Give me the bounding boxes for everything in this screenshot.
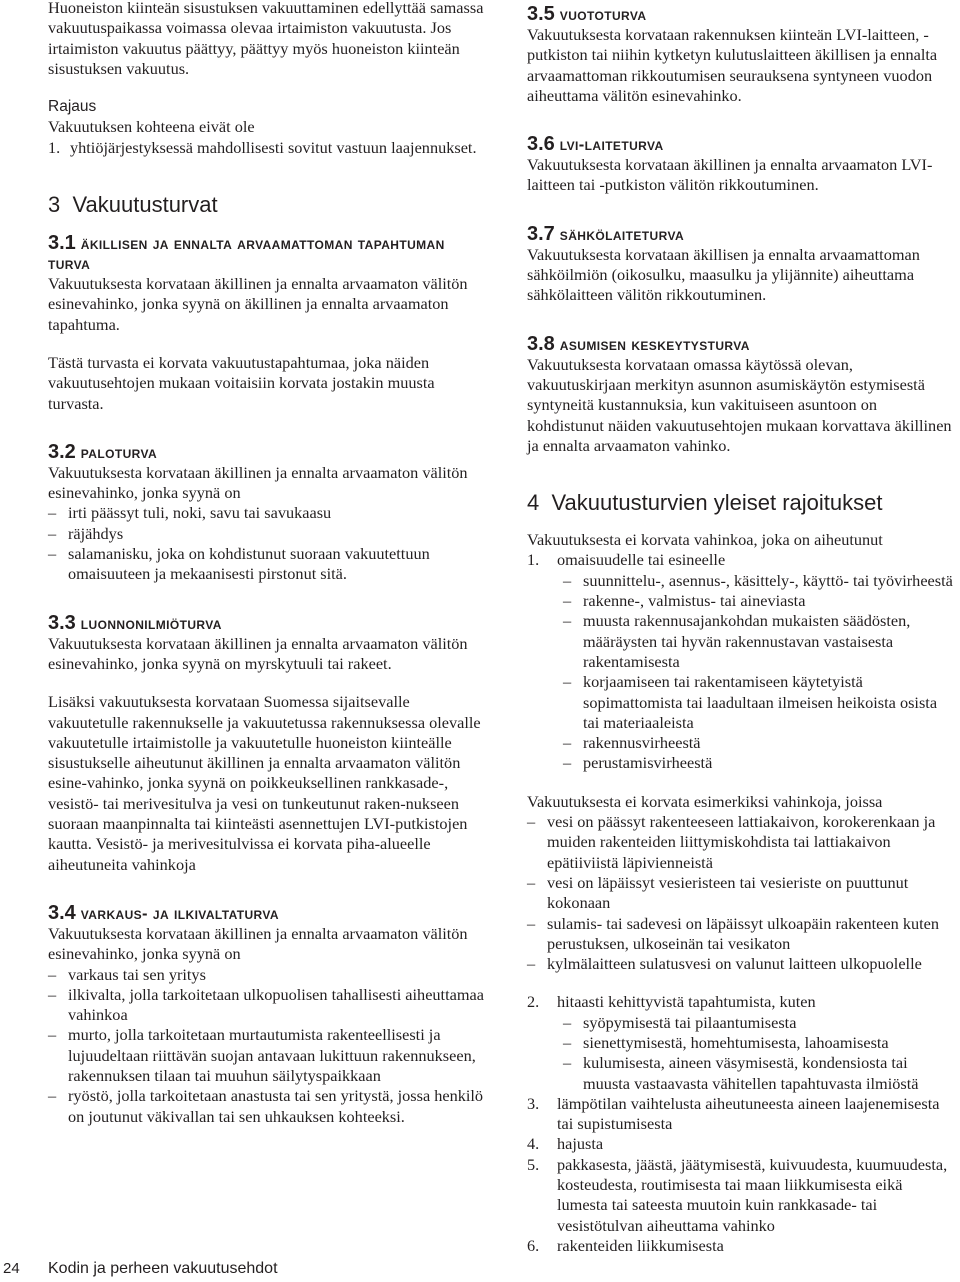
- rajaus-label: Rajaus: [48, 98, 97, 116]
- list-item: – korjaamiseen tai rakentamiseen käytetyistä sopimattomista tai laadultaan ilmeisen heikoista osista tai materiaaleista: [563, 672, 957, 733]
- section-4-intro: Vakuutuksesta ei korvata vahinkoa, joka on aiheutunut: [527, 530, 883, 550]
- list-item: – ilkivalta, jolla tarkoitetaan ulkopuolisen tahallisesti aiheuttamaa vahinkoa: [48, 985, 488, 1026]
- list-item: – vesi on läpäissyt vesieristeen tai vesieriste on puuttunut kokonaan: [527, 873, 957, 914]
- list-item: – kulumisesta, aineen väsymisestä, kondensiosta tai muusta vastaavasta vähitellen tapahtuvasta ilmiöstä: [563, 1053, 957, 1094]
- section-3-2-heading: 3.2 paloturva: [48, 440, 158, 463]
- section-3-8-text: Vakuutuksesta korvataan omassa käytössä olevan, vakuutuskirjaan merkityn asunnon asumiskäytön estymisestä syntyneitä kustannuksia, kun vakituiseen asuntoon on kohdistunut näiden vakuutusehtojen mukaan korvattava äkillinen ja ennalta arvaamaton vahinko.: [527, 354, 952, 455]
- list-item: – salamanisku, joka on kohdistunut suoraan vakuutettuun omaisuuteen ja mekaanisesti pirstonut sitä.: [48, 544, 488, 585]
- list-item: – syöpymisestä tai pilaantumisesta: [563, 1013, 957, 1033]
- section-3-heading: 3 Vakuutusturvat: [48, 192, 218, 218]
- list-item: – irti päässyt tuli, noki, savu tai savukaasu: [48, 503, 488, 523]
- list-item: – muusta rakennusajankohdan mukaisten säädösten, määräysten tai hyvän rakennustavan vastaisesta rakentamisesta: [563, 611, 957, 672]
- section-3-4-list: [48, 965, 488, 1127]
- section-3-3-heading: 3.3 luonnonilmiöturva: [48, 611, 222, 634]
- section-4-heading: 4 Vakuutusturvien yleiset rajoitukset: [527, 490, 883, 516]
- list-item: 1. omaisuudelle tai esineelle – suunnittelu-, asennus-, käsittely-, käyttö- tai työvirheestä – rakenne-, valmistus- tai aineviasta – muusta rakennusajankohdan mukaisten säädösten, määräysten tai hyvän rakennustavan vastaisesta rakentamisesta – korjaamiseen tai rakentamiseen käytetyistä sopimattomista tai laadultaan ilmeisen heikoista osista tai materiaaleista – rakennusvirheestä – perustamisvirheestä: [527, 550, 957, 773]
- section-3-4-text: Vakuutuksesta korvataan äkillinen ja ennalta arvaamaton välitön esinevahinko, jonka syynä on: [48, 923, 468, 964]
- example-intro: Vakuutuksesta ei korvata esimerkiksi vahinkoja, joissa: [527, 791, 883, 811]
- page-footer: [0, 1258, 400, 1282]
- list-item: – rakennusvirheestä: [563, 733, 957, 753]
- list-item: 1. yhtiöjärjestyksessä mahdollisesti sovitut vastuun laajennukset.: [48, 137, 477, 157]
- list-item: 5. pakkasesta, jäästä, jäätymisestä, kuivuudesta, kuumuudesta, kosteudesta, routimisesta tai maan liikkumisesta eikä lumesta tai sateesta muutoin kuin rankkasade- tai vesistötulvan aiheuttama vahinko: [527, 1154, 948, 1235]
- section-3-4-heading: 3.4 varkaus- ja ilkivaltaturva: [48, 901, 279, 924]
- list-item: – suunnittelu-, asennus-, käsittely-, käyttö- tai työvirheestä: [563, 571, 957, 591]
- list-item: – sulamis- tai sadevesi on läpäissyt ulkoapäin rakenteen kuten perustuksen, ulkoseinän tai vesikaton: [527, 914, 957, 955]
- section-3-7-text: Vakuutuksesta korvataan äkillisen ja ennalta arvaamattoman sähköilmiön (oikosulku, maasulku ja ylijännite) aiheuttama sähkölaitteen välitön rikkoutuminen.: [527, 244, 920, 305]
- footer-title: Kodin ja perheen vakuutusehdot: [48, 1260, 278, 1277]
- list-item: 6. rakenteiden liikkumisesta: [527, 1235, 724, 1255]
- list-item: – perustamisvirheestä: [563, 753, 957, 773]
- example-list: [527, 812, 957, 974]
- right-column: [527, 0, 957, 1256]
- section-3-5-heading: 3.5 vuototurva: [527, 3, 647, 25]
- list-item: – räjähdys: [48, 524, 488, 544]
- section-3-2-text: Vakuutuksesta korvataan äkillinen ja ennalta arvaamaton välitön esinevahinko, jonka syynä on: [48, 462, 468, 503]
- section-3-2-list: [48, 503, 488, 584]
- section-3-6-heading: 3.6 lvi-laiteturva: [527, 133, 664, 156]
- section-3-8-heading: 3.8 asumisen keskeytysturva: [527, 332, 750, 355]
- list-item: – kylmälaitteen sulatusvesi on valunut laitteen ulkopuolelle: [527, 954, 957, 974]
- section-3-3-text-2: Lisäksi vakuutuksesta korvataan Suomessa sijaitsevalle vakuutetulle rakennukselle ja vakuutetussa rakennuksessa olevalle vakuutetulle irtaimistolle ja vakuutetulle huoneiston kiinteälle sisustukselle aiheutunut äkillinen ja ennalta arvaamaton välitön esine-vahinko, jonka syynä on poikkeuksellinen rankkasade-, vesistö- tai merivesitulva ja vesi on tunkeutunut raken-nukseen suoraan maanpinnalta tai kiinteästi asennettujen LVI-putkistojen kautta. Vesistö- ja merivesitulvissa ei korvata piha-alueelle aiheutuneita vahinkoja: [48, 692, 481, 874]
- list-item: – ryöstö, jolla tarkoitetaan anastusta tai sen yritystä, jossa henkilö on joutunut väkivallan tai sen uhkauksen kohteeksi.: [48, 1086, 488, 1127]
- list-item: – rakenne-, valmistus- tai aineviasta: [563, 591, 957, 611]
- list-item: – murto, jolla tarkoitetaan murtautumista rakenteellisesti ja lujuudeltaan riittävän suojan antavaan lukittuun rakennukseen, rakennuksen tilaan tai muuhun säilytyspaikkaan: [48, 1025, 488, 1086]
- section-3-7-heading: 3.7 sähkölaiteturva: [527, 222, 685, 245]
- item-1-sublist: [557, 571, 957, 774]
- section-3-1-heading: 3.1 äkillisen ja ennalta arvaamattoman tapahtuman turva: [48, 232, 445, 274]
- list-item: – sienettymisestä, homehtumisesta, lahoamisesta: [563, 1033, 957, 1053]
- item-2-sublist: [557, 1013, 957, 1094]
- section-3-5-text: Vakuutuksesta korvataan rakennuksen kiinteän LVI-laitteen, -putkiston tai niihin kytketyn kulutuslaitteen äkillisen ja ennalta arvaamattoman rikkoutumisen seurauksena syntyneen vuodon aiheuttama välitön esinevahinko.: [527, 25, 938, 105]
- intro-paragraph: Huoneiston kiinteän sisustuksen vakuuttaminen edellyttää samassa vakuutuspaikassa voimassa olevaa irtaimiston vakuutusta. Jos irtaimiston vakuutus päättyy, päättyy myös huoneiston kiinteän sisustuksen vakuutus.: [48, 0, 484, 78]
- list-item: – varkaus tai sen yritys: [48, 965, 488, 985]
- section-3-3-text-1: Vakuutuksesta korvataan äkillinen ja ennalta arvaamaton välitön esinevahinko, jonka syynä on myrskytuuli tai rakeet.: [48, 633, 468, 673]
- page-number: 24: [3, 1260, 20, 1277]
- section-3-1-text-2: Tästä turvasta ei korvata vakuutustapahtumaa, joka näiden vakuutusehtojen mukaan voitaisiin korvata jostakin muusta turvasta.: [48, 352, 435, 413]
- left-column: [48, 0, 488, 1127]
- section-3-1-text-1: Vakuutuksesta korvataan äkillinen ja ennalta arvaamaton välitön esinevahinko, jonka syynä on äkillinen ja ennalta arvaamaton tapahtuma.: [48, 274, 468, 334]
- list-item: 4. hajusta: [527, 1134, 604, 1154]
- rajaus-list: [48, 138, 488, 158]
- list-item: – vesi on päässyt rakenteeseen lattiakaivon, korokerenkaan ja muiden rakenteiden liittymiskohdista tai lattiakaivon epätiiviistä läpivienneistä: [527, 812, 957, 873]
- section-4-list-a: [527, 550, 957, 773]
- list-item: 2. hitaasti kehittyvistä tapahtumista, kuten – syöpymisestä tai pilaantumisesta – sienettymisestä, homehtumisesta, lahoamisesta – kulumisesta, aineen väsymisestä, kondensiosta tai muusta vastaavasta vähitellen tapahtuvasta ilmiöstä: [527, 992, 957, 1093]
- list-item: 3. lämpötilan vaihtelusta aiheutuneesta aineen laajenemisesta tai supistumisesta: [527, 1093, 940, 1134]
- section-4-list-b: [527, 992, 957, 1256]
- rajaus-text: Vakuutuksen kohteena eivät ole: [48, 117, 255, 137]
- section-3-6-text: Vakuutuksesta korvataan äkillinen ja ennalta arvaamaton LVI-laitteen tai -putkiston välitön rikkoutuminen.: [527, 155, 933, 195]
